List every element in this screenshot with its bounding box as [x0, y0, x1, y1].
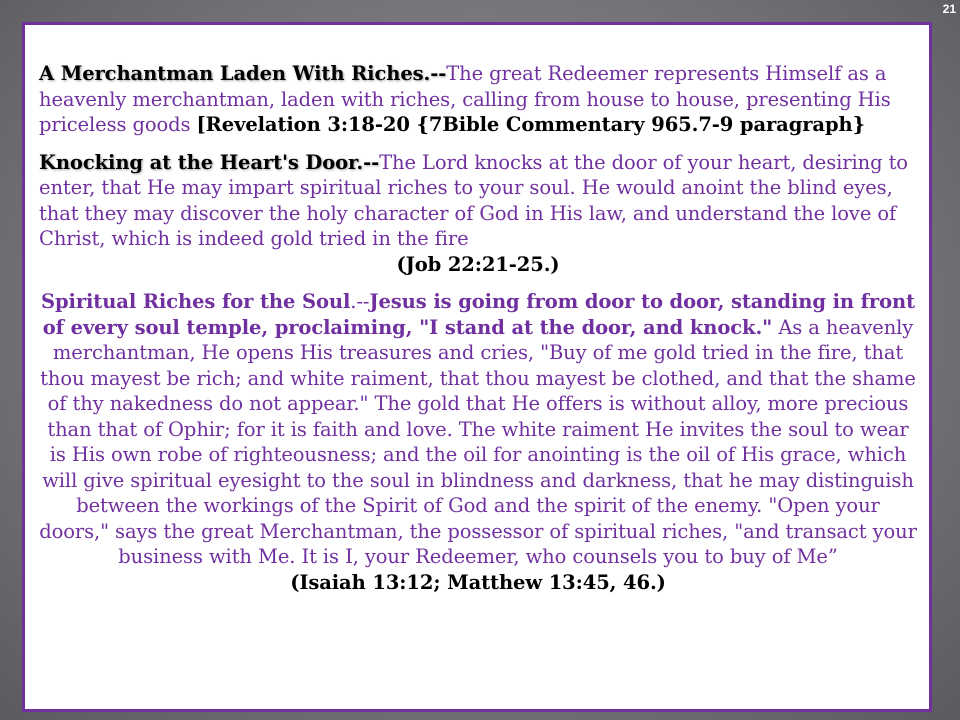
- heading-separator: .--: [350, 290, 370, 313]
- paragraph-heading: Knocking at the Heart's Door.--: [39, 150, 380, 174]
- paragraph-spiritual-riches: [39, 289, 917, 570]
- paragraph-heading: Spiritual Riches for the Soul: [41, 290, 351, 313]
- slide-content: [39, 61, 917, 595]
- paragraph-merchantman: [39, 61, 917, 138]
- paragraph-heading: A Merchantman Laden With Riches.--: [39, 62, 447, 85]
- slide-number: 21: [942, 2, 956, 16]
- scripture-reference: (Isaiah 13:12; Matthew 13:45, 46.): [290, 570, 666, 594]
- scripture-reference: (Job 22:21-25.): [396, 252, 560, 276]
- paragraph-body: The great Redeemer represents Himself as a heavenly merchantman, laden with riches, calling from house to house, presenting His priceless goods: [39, 62, 891, 136]
- paragraph-body: As a heavenly merchantman, He opens His treasures and cries, "Buy of me gold tried in the fire, that thou mayest be rich; and white raiment, that thou mayest be clothed, and that the shame of thy nakedness do not appear." The gold that He offers is without alloy, more precious than that of Ophir; for it is faith and love. The white raiment He invites the soul to wear is His own robe of righteousness; and the oil for anointing is the oil of His grace, which will give spiritual eyesight to the soul in blindness and darkness, that he may distinguish between the workings of the Spirit of God and the spirit of the enemy. "Open your doors," says the great Merchantman, the possessor of spiritual riches, "and transact your business with Me. It is I, your Redeemer, who counsels you to buy of Me”: [39, 315, 917, 568]
- paragraph-knocking: [39, 150, 917, 252]
- paragraph-body: The Lord knocks at the door of your heart, desiring to enter, that He may impart spiritual riches to your soul. He would anoint the blind eyes, that they may discover the holy character of God in His law, and understand the love of Christ, which is indeed gold tried in the fire: [39, 150, 908, 250]
- scripture-reference: [Revelation 3:18-20 {7Bible Commentary 965.7-9 paragraph}: [196, 113, 866, 136]
- paragraph-bold-text: Jesus is going from door to door, standing in front of every soul temple, proclaiming, "I stand at the door, and knock.": [42, 290, 915, 339]
- slide-frame: [22, 22, 932, 712]
